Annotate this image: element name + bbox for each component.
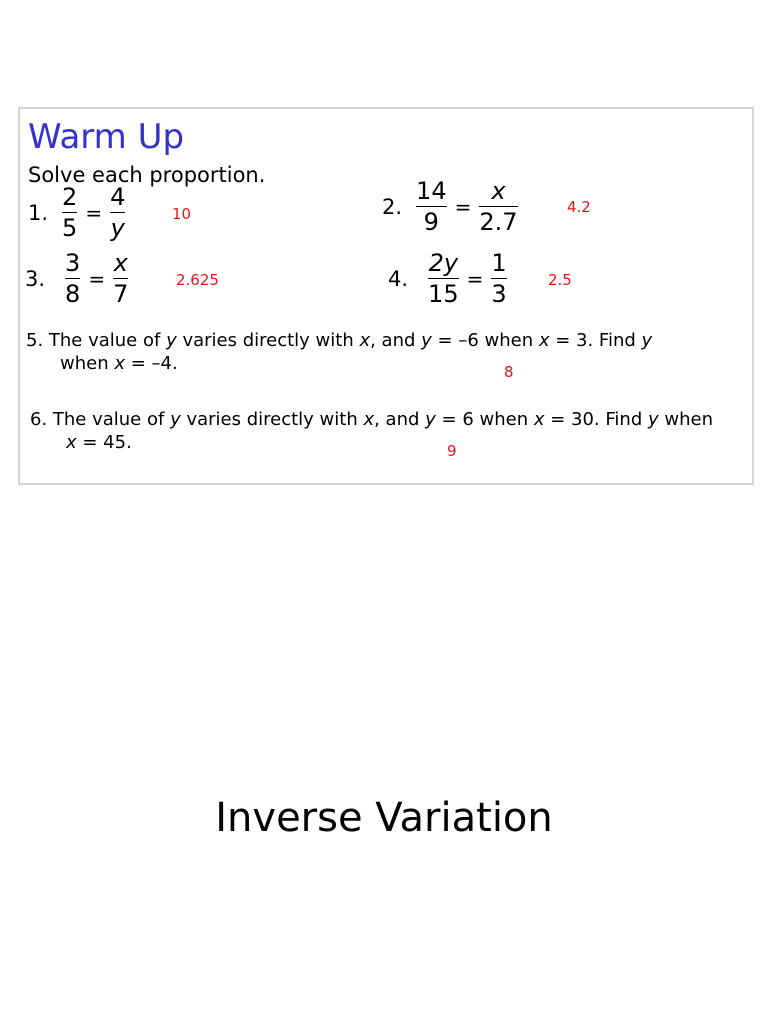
answer-2: 4.2 [567,198,591,216]
denominator: 15 [428,280,459,309]
answer-3: 2.625 [176,271,219,289]
variable: y [170,409,181,430]
variable: y [641,330,653,351]
denominator: 3 [491,280,507,309]
problem-6-line-1 [30,408,713,431]
fraction-right [113,251,128,307]
proportion-4 [388,251,507,307]
fraction-bar [491,278,506,279]
denominator: 5 [62,214,78,243]
answer-1: 10 [172,205,192,223]
numerator: 14 [416,177,447,205]
fraction-bar [428,278,459,279]
denominator: y [110,214,125,243]
numerator: 4 [110,183,126,211]
variable: x [114,353,125,374]
text: when [658,409,713,430]
proportion-1 [28,185,125,241]
text: varies directly with [180,409,364,430]
fraction-bar [110,212,125,213]
equals-sign: = [454,194,472,219]
fraction-left [65,251,80,307]
variable: x [363,409,375,430]
proportion-number: 3. [25,266,46,291]
numerator: 1 [491,249,507,277]
variable: y [421,330,432,351]
fraction-bar [62,212,77,213]
fraction-right [479,179,517,235]
fraction-bar [113,278,128,279]
text: when [60,353,115,374]
variable: y [166,330,177,351]
text: , and [370,330,422,351]
answer-6: 9 [447,442,457,460]
problem-5-line-2 [60,352,178,375]
variable: x [533,409,545,430]
text: = –4. [125,353,178,374]
denominator: 9 [423,208,439,237]
answer-4: 2.5 [548,271,572,289]
text: = 45. [76,432,132,453]
answer-5: 8 [504,363,514,381]
text: = 3. Find [549,330,642,351]
equals-sign: = [466,266,484,291]
text: 6. The value of [30,409,171,430]
variable: y [425,409,436,430]
denominator: 8 [65,280,81,309]
fraction-left [62,185,77,241]
section-title: Inverse Variation [215,795,553,841]
denominator: 7 [113,280,129,309]
text: , and [374,409,426,430]
warm-up-slide [18,107,754,485]
fraction-bar [479,206,517,207]
text: 5. The value of [26,330,167,351]
slide-subtitle: Solve each proportion. [28,163,266,187]
fraction-left [428,251,459,307]
equals-sign: = [85,200,103,225]
variable: x [538,330,550,351]
fraction-left [416,179,447,235]
problem-6-line-2 [66,431,132,454]
text: varies directly with [176,330,360,351]
fraction-right [491,251,506,307]
problem-5-line-1 [26,329,652,352]
variable: x [66,432,77,453]
numerator: x [491,177,506,205]
text: = 6 when [435,409,534,430]
proportion-2 [382,179,518,235]
numerator: 2 [62,183,78,211]
proportion-number: 2. [382,194,403,219]
fraction-bar [416,206,447,207]
numerator: 3 [65,249,81,277]
numerator: x [113,249,128,277]
proportion-number: 1. [28,200,49,225]
variable: y [647,409,659,430]
fraction-bar [65,278,80,279]
proportion-number: 4. [388,266,409,291]
variable: x [359,330,371,351]
proportion-3 [25,251,128,307]
text: = –6 when [431,330,539,351]
text: = 30. Find [544,409,648,430]
fraction-right [110,185,125,241]
denominator: 2.7 [479,208,518,237]
equals-sign: = [88,266,106,291]
slide-title: Warm Up [28,117,185,157]
numerator: 2y [428,249,459,277]
